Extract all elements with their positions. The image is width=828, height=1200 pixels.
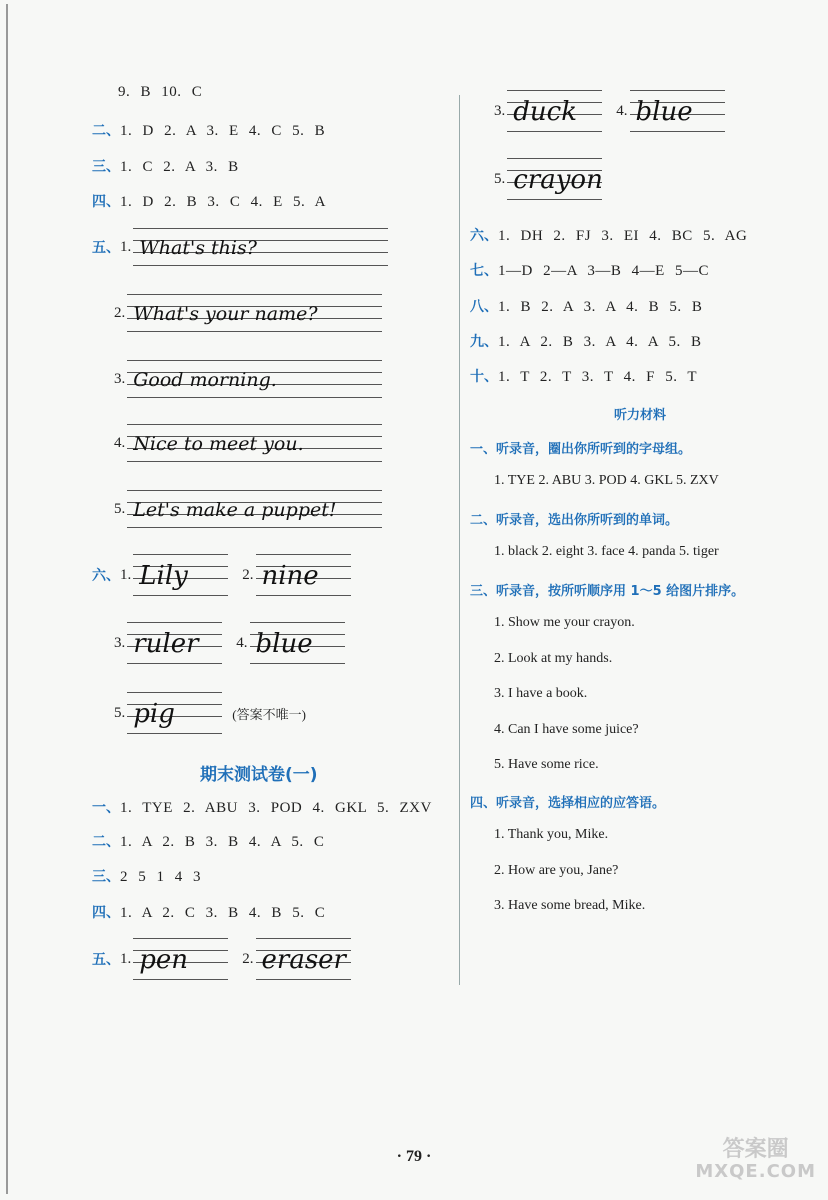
handwriting-answer: [494, 158, 602, 200]
answer-text: 1. DH 2. FJ 3. EI 4. BC 5. AG: [498, 228, 748, 244]
item-number: 3.: [114, 370, 126, 387]
answer-text: 1. D 2. A 3. E 4. C 5. B: [120, 123, 326, 139]
section-number: 五、: [92, 952, 120, 968]
listening-item: 4. Can I have some juice?: [494, 722, 639, 737]
listening-item: 2. Look at my hands.: [494, 651, 613, 666]
listening-item: 3. I have a book.: [494, 686, 588, 701]
section-number: 六、: [470, 228, 498, 244]
writing-lines: [256, 554, 351, 596]
answer-line: [470, 225, 747, 245]
section-number: 七、: [470, 263, 498, 279]
section-number: 三、: [92, 869, 120, 885]
answer-text: 9. B 10. C: [118, 84, 203, 100]
column-divider: [459, 95, 460, 985]
writing-lines: [127, 360, 382, 398]
answer-line: [92, 156, 239, 176]
answer-text: 1. A 2. C 3. B 4. B 5. C: [120, 905, 326, 921]
item-number: 1.: [120, 238, 132, 255]
handwriting-answer: [114, 692, 306, 734]
answer-line: [470, 260, 709, 280]
handwritten-word: pig: [133, 699, 175, 729]
item-number: 2.: [114, 304, 126, 321]
handwritten-word: eraser: [261, 945, 346, 975]
section-number: 四、: [92, 905, 120, 921]
handwritten-sentence: What's this?: [139, 237, 257, 259]
section-number: 五、: [92, 240, 120, 256]
question-heading: 二、听录音，选出你所听到的单词。: [470, 513, 679, 528]
answer-line: [92, 831, 324, 851]
question-heading: 一、听录音，圈出你所听到的字母组。: [470, 442, 692, 457]
handwritten-word: nine: [261, 561, 319, 591]
answer-line: [470, 331, 702, 351]
section-number: 二、: [92, 123, 120, 139]
answer-text: 1. D 2. B 3. C 4. E 5. A: [120, 194, 327, 210]
page-border: [6, 4, 820, 1194]
writing-lines: [507, 158, 602, 200]
writing-lines: [256, 938, 351, 980]
answer-line: [92, 120, 325, 140]
item-number: 2.: [242, 566, 254, 583]
handwritten-sentence: What's your name?: [133, 303, 318, 325]
handwriting-answer: [114, 424, 382, 462]
answer-line: [92, 191, 326, 211]
item-number: 4.: [114, 434, 126, 451]
writing-lines: [630, 90, 725, 132]
answer-line: [470, 366, 697, 386]
item-number: 3.: [494, 102, 506, 119]
item-number: 4.: [616, 102, 628, 119]
handwriting-answer: [92, 228, 388, 266]
item-number: 3.: [114, 634, 126, 651]
handwritten-word: blue: [255, 629, 313, 659]
writing-lines: [127, 490, 382, 528]
handwriting-answer: [114, 294, 382, 332]
answer-text: 1. A 2. B 3. A 4. A 5. B: [498, 334, 702, 350]
listening-item: 1. Show me your crayon.: [494, 615, 635, 630]
page-number: · 79 ·: [396, 1148, 432, 1165]
writing-lines: [507, 90, 602, 132]
handwriting-answer: [92, 938, 351, 980]
section-number: 八、: [470, 299, 498, 315]
exam-title: 期末测试卷(一): [200, 765, 318, 785]
listening-item: 1. Thank you, Mike.: [494, 827, 609, 842]
listening-item: 3. Have some bread, Mike.: [494, 898, 646, 913]
answer-text: 1. A 2. B 3. B 4. A 5. C: [120, 834, 325, 850]
site-watermark: [695, 1138, 816, 1182]
listening-item: 5. Have some rice.: [494, 757, 599, 772]
watermark-url: MXQE.COM: [695, 1161, 816, 1183]
answer-line: [92, 866, 201, 886]
section-number: 六、: [92, 568, 120, 584]
item-number: 1.: [120, 566, 132, 583]
handwriting-answer: [494, 90, 725, 132]
answer-note: (答案不唯一): [232, 706, 306, 722]
handwritten-sentence: Good morning.: [133, 369, 277, 391]
question-heading: 三、听录音，按所听顺序用 1～5 给图片排序。: [470, 584, 745, 599]
item-number: 5.: [114, 704, 126, 721]
section-number: 三、: [92, 159, 120, 175]
answer-line: [92, 902, 325, 922]
handwritten-word: duck: [513, 97, 577, 127]
answer-text: 1. C 2. A 3. B: [120, 159, 239, 175]
watermark-logo-text: 答案圈: [722, 1137, 789, 1163]
item-number: 4.: [236, 634, 248, 651]
handwriting-answer: [114, 360, 382, 398]
handwriting-answer: [114, 490, 382, 528]
writing-lines: [127, 692, 222, 734]
answer-text: 1. TYE 2. ABU 3. POD 4. GKL 5. ZXV: [120, 800, 432, 816]
item-number: 2.: [242, 950, 254, 967]
writing-lines: [133, 938, 228, 980]
answer-text: 2 5 1 4 3: [120, 869, 201, 885]
section-number: 二、: [92, 834, 120, 850]
handwritten-sentence: Let's make a puppet!: [133, 499, 337, 521]
handwritten-word: pen: [139, 945, 189, 975]
listening-item: 1. TYE 2. ABU 3. POD 4. GKL 5. ZXV: [494, 473, 719, 488]
handwriting-answer: [92, 554, 351, 596]
section-number: 九、: [470, 334, 498, 350]
listening-item: 1. black 2. eight 3. face 4. panda 5. tiger: [494, 544, 719, 559]
handwritten-sentence: Nice to meet you.: [133, 433, 304, 455]
answer-text: 1. B 2. A 3. A 4. B 5. B: [498, 299, 703, 315]
handwritten-word: ruler: [133, 629, 199, 659]
writing-lines: [127, 424, 382, 462]
section-number: 十、: [470, 369, 498, 385]
item-number: 1.: [120, 950, 132, 967]
answer-text: 1. T 2. T 3. T 4. F 5. T: [498, 369, 698, 385]
answer-line: [470, 296, 702, 316]
answer-line: [118, 84, 202, 101]
listening-item: 2. How are you, Jane?: [494, 863, 619, 878]
item-number: 5.: [114, 500, 126, 517]
writing-lines: [133, 228, 388, 266]
answer-line: [92, 797, 432, 817]
listening-title: 听力材料: [614, 408, 667, 423]
handwritten-word: crayon: [513, 165, 603, 195]
section-number: 一、: [92, 800, 120, 816]
item-number: 5.: [494, 170, 506, 187]
handwritten-word: blue: [635, 97, 693, 127]
writing-lines: [127, 622, 222, 664]
writing-lines: [127, 294, 382, 332]
handwritten-word: Lily: [139, 561, 188, 591]
writing-lines: [250, 622, 345, 664]
writing-lines: [133, 554, 228, 596]
handwriting-answer: [114, 622, 345, 664]
question-heading: 四、听录音，选择相应的应答语。: [470, 796, 666, 811]
answer-text: 1—D 2—A 3—B 4—E 5—C: [498, 263, 710, 279]
section-number: 四、: [92, 194, 120, 210]
